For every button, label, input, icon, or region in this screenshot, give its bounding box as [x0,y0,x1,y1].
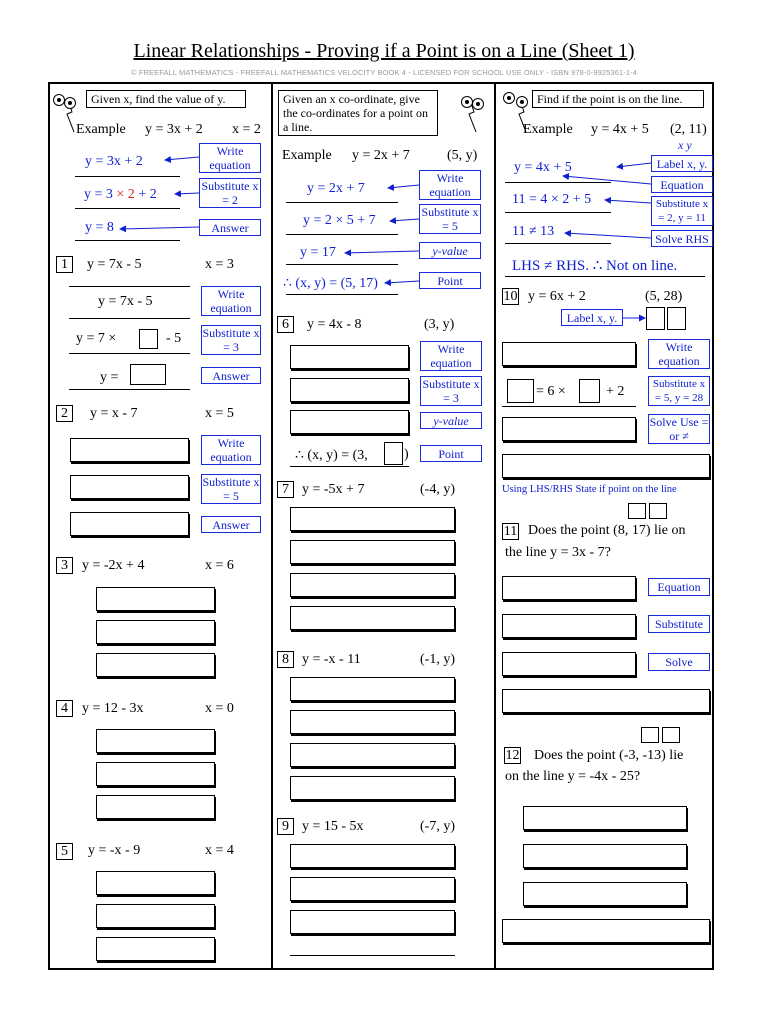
q1-line1: y = 7x - 5 [98,294,153,309]
q7-point: (-4, y) [420,482,455,497]
face-icon [516,96,528,108]
example-label: Example [282,148,332,163]
answer-box[interactable] [290,844,455,868]
question-number: 2 [56,405,73,422]
step-point: ∴ (x, y) = (5, 17) [283,276,378,291]
question-number: 12 [505,748,520,763]
example-point: (5, y) [447,148,478,163]
answer-box[interactable] [290,910,455,934]
answer-box[interactable] [290,710,455,734]
answer-box[interactable] [502,342,636,366]
step-equation: y = 2x + 7 [307,181,365,196]
answer-box[interactable] [96,904,215,928]
answer-box[interactable] [96,620,215,644]
answer-box[interactable] [290,606,455,630]
label-answer: Answer [199,219,261,236]
score-box[interactable] [628,503,646,519]
q10-blank[interactable] [579,379,600,403]
step-equation: y = 3x + 2 [85,154,143,169]
conclusion: LHS ≠ RHS. ∴ Not on line. [512,258,678,274]
example-x-value: x = 2 [232,122,261,137]
q10-equation: y = 6x + 2 [528,289,586,304]
q5-equation: y = -x - 9 [88,843,141,858]
q12-text2: on the line y = -4x - 25? [505,769,641,784]
question-number: 6 [277,316,294,333]
q6-point: (3, y) [424,317,455,332]
example-label: Example [76,122,126,137]
question-number: 9 [277,818,294,835]
face-icon [64,97,76,109]
answer-box[interactable] [502,576,636,600]
step-y-value: y = 17 [300,245,336,260]
q11-text2: the line y = 3x - 7? [505,545,611,560]
answer-box[interactable] [502,652,636,676]
instruction-col2: Given an x co-ordinate, give the co-ordinates for a point on a line. [278,90,438,136]
face-icon [472,98,484,110]
q1-x: x = 3 [205,257,234,272]
answer-box[interactable] [523,844,687,868]
answer-box[interactable] [70,512,189,536]
answer-box[interactable] [70,438,189,462]
q10-lhs-box[interactable] [507,379,534,403]
score-box[interactable] [649,503,667,519]
question-number: 1 [56,256,73,273]
q11-text: Does the point (8, 17) lie on [528,523,686,538]
q8-point: (-1, y) [420,652,455,667]
score-box[interactable] [662,727,680,743]
step-compare: 11 ≠ 13 [512,224,555,239]
answer-box[interactable] [290,776,455,800]
instruction-col1: Given x, find the value of y. [86,90,246,108]
answer-box[interactable] [290,877,455,901]
answer-box[interactable] [290,507,455,531]
step-equation: y = 4x + 5 [514,160,572,175]
answer-box[interactable] [96,762,215,786]
question-number: 4 [56,700,73,717]
answer-box[interactable] [290,573,455,597]
score-box[interactable] [641,727,659,743]
question-number: 8 [277,651,294,668]
label-write-equation: Write equation [199,143,261,173]
q5-x: x = 4 [205,843,234,858]
q6-final: ∴ (x, y) = (3, [295,448,368,463]
example-equation: y = 2x + 7 [352,148,410,163]
answer-box[interactable] [290,540,455,564]
q6-equation: y = 4x - 8 [307,317,362,332]
q6-blank[interactable] [384,442,403,465]
answer-box[interactable] [96,937,215,961]
q10-x-box[interactable] [646,307,665,330]
q1-blank[interactable] [139,329,158,349]
q3-equation: y = -2x + 4 [82,558,145,573]
question-number: 11 [503,524,518,539]
q1-line3: y = [100,370,119,385]
q3-x: x = 6 [205,558,234,573]
answer-box[interactable] [70,475,189,499]
face-icon [503,92,515,104]
example-equation: y = 3x + 2 [145,122,203,137]
answer-box[interactable] [290,677,455,701]
answer-box[interactable] [523,806,687,830]
q12-text: Does the point (-3, -13) lie [534,748,684,763]
xy-labels: x y [678,138,692,152]
step-substitute: 11 = 4 × 2 + 5 [512,192,592,207]
question-number: 7 [277,481,294,498]
q8-equation: y = -x - 11 [302,652,361,667]
answer-box[interactable] [96,729,215,753]
q1-answer-box[interactable] [130,364,166,385]
instruction-col3: Find if the point is on the line. [532,90,704,108]
answer-box[interactable] [96,871,215,895]
q10-point: (5, 28) [645,289,683,304]
q1-line2: y = 7 × [76,331,117,346]
q10-y-box[interactable] [667,307,686,330]
step-answer: y = 8 [85,220,114,235]
answer-box[interactable] [290,378,409,402]
page-title: Linear Relationships - Proving if a Point is on a Line (Sheet 1) [133,40,635,62]
answer-box[interactable] [96,587,215,611]
example-label: Example [523,122,573,137]
q4-x: x = 0 [205,701,234,716]
q9-point: (-7, y) [420,819,455,834]
q4-equation: y = 12 - 3x [82,701,144,716]
q2-x: x = 5 [205,406,234,421]
q9-equation: y = 15 - 5x [302,819,364,834]
answer-box[interactable] [502,454,710,478]
answer-box[interactable] [290,345,409,369]
step-substitute: y = 3 × 2 + 2 [84,187,157,202]
q10-note: Using LHS/RHS State if point on the line [502,484,677,495]
step-substitute: y = 2 × 5 + 7 [303,213,376,228]
q1-equation: y = 7x - 5 [87,257,142,272]
answer-box[interactable] [502,417,636,441]
q7-equation: y = -5x + 7 [302,482,365,497]
answer-box[interactable] [502,614,636,638]
answer-box[interactable] [523,882,687,906]
q2-equation: y = x - 7 [90,406,138,421]
label-substitute: Substitute x = 2 [199,178,261,208]
answer-box[interactable] [290,410,409,434]
question-number: 5 [56,843,73,860]
copyright-line: © FREEFALL MATHEMATICS - FREEFALL MATHEMATICS VELOCITY BOOK 4 - LICENSED FOR SCHOOL USE ONLY - ISBN 978-0-9925361-1-4 [131,68,637,77]
question-number: 10 [503,289,518,304]
answer-box[interactable] [290,743,455,767]
answer-box[interactable] [502,919,710,943]
example-equation: y = 4x + 5 [591,122,649,137]
question-number: 3 [56,557,73,574]
answer-box[interactable] [502,689,710,713]
answer-box[interactable] [96,653,215,677]
example-point: (2, 11) [670,122,707,137]
answer-box[interactable] [96,795,215,819]
